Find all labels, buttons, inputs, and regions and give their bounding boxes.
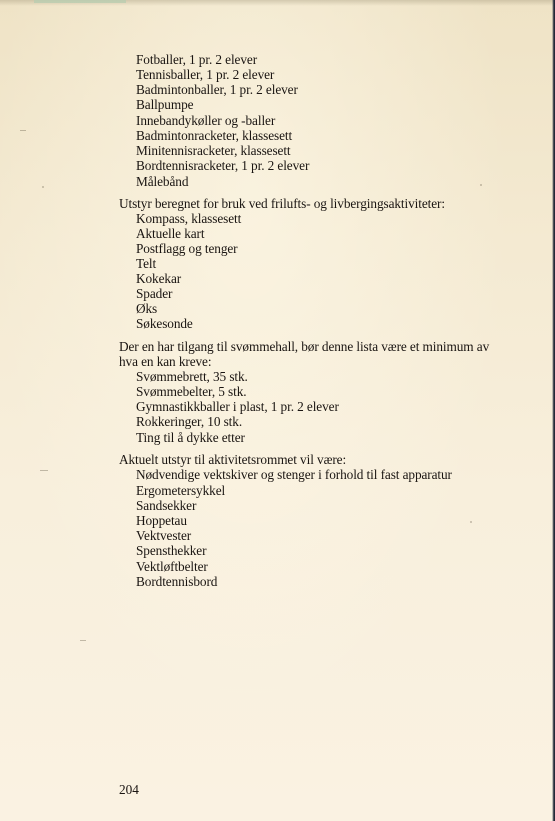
paper-speck [470,521,472,523]
paper-speck [480,184,482,186]
list-item: Spensthekker [136,543,207,558]
list-item: Badmintonballer, 1 pr. 2 elever [136,82,298,97]
list-item: Innebandykøller og -baller [136,113,276,128]
list-item: Postflagg og tenger [136,241,238,256]
page-number: 204 [119,782,139,797]
paper-speck [80,640,86,641]
list-item: Bordtennisracketer, 1 pr. 2 elever [136,158,310,173]
paper-speck [40,470,48,471]
list-item: Bordtennisbord [136,574,218,589]
section-intro: Utstyr beregnet for bruk ved frilufts- og livbergingsaktiviteter: [119,196,445,211]
paper-speck [415,481,417,482]
list-item: Kompass, klassesett [136,211,242,226]
list-item: Sandsekker [136,498,197,513]
list-item: Rokkeringer, 10 stk. [136,414,243,429]
section-intro: hva en kan kreve: [119,354,212,369]
list-item: Fotballer, 1 pr. 2 elever [136,52,258,67]
list-item: Nødvendige vektskiver og stenger i forhold til fast apparatur [136,467,452,482]
list-item: Spader [136,286,173,301]
section-intro: Der en har tilgang til svømmehall, bør denne lista være et minimum av [119,339,490,354]
list-item: Målebånd [136,174,189,189]
list-item: Hoppetau [136,513,187,528]
list-item: Badmintonracketer, klassesett [136,128,293,143]
list-item: Søkesonde [136,316,193,331]
list-item: Aktuelle kart [136,226,205,241]
list-item: Vektløftbelter [136,559,208,574]
page-tab-mark [34,0,126,3]
list-item: Svømmebrett, 35 stk. [136,369,248,384]
list-item: Ting til å dykke etter [136,430,245,445]
list-item: Øks [136,301,158,316]
list-item: Telt [136,256,157,271]
section-intro: Aktuelt utstyr til aktivitetsrommet vil være: [119,452,347,467]
list-item: Vektvester [136,528,192,543]
paper-speck [20,130,26,131]
list-item: Gymnastikkballer i plast, 1 pr. 2 elever [136,399,339,414]
list-item: Ergometersykkel [136,483,226,498]
paper-speck [42,186,44,188]
list-item: Kokekar [136,271,182,286]
list-item: Svømmebelter, 5 stk. [136,384,247,399]
list-item: Ballpumpe [136,97,194,112]
list-item: Minitennisracketer, klassesett [136,143,291,158]
list-item: Tennisballer, 1 pr. 2 elever [136,67,275,82]
